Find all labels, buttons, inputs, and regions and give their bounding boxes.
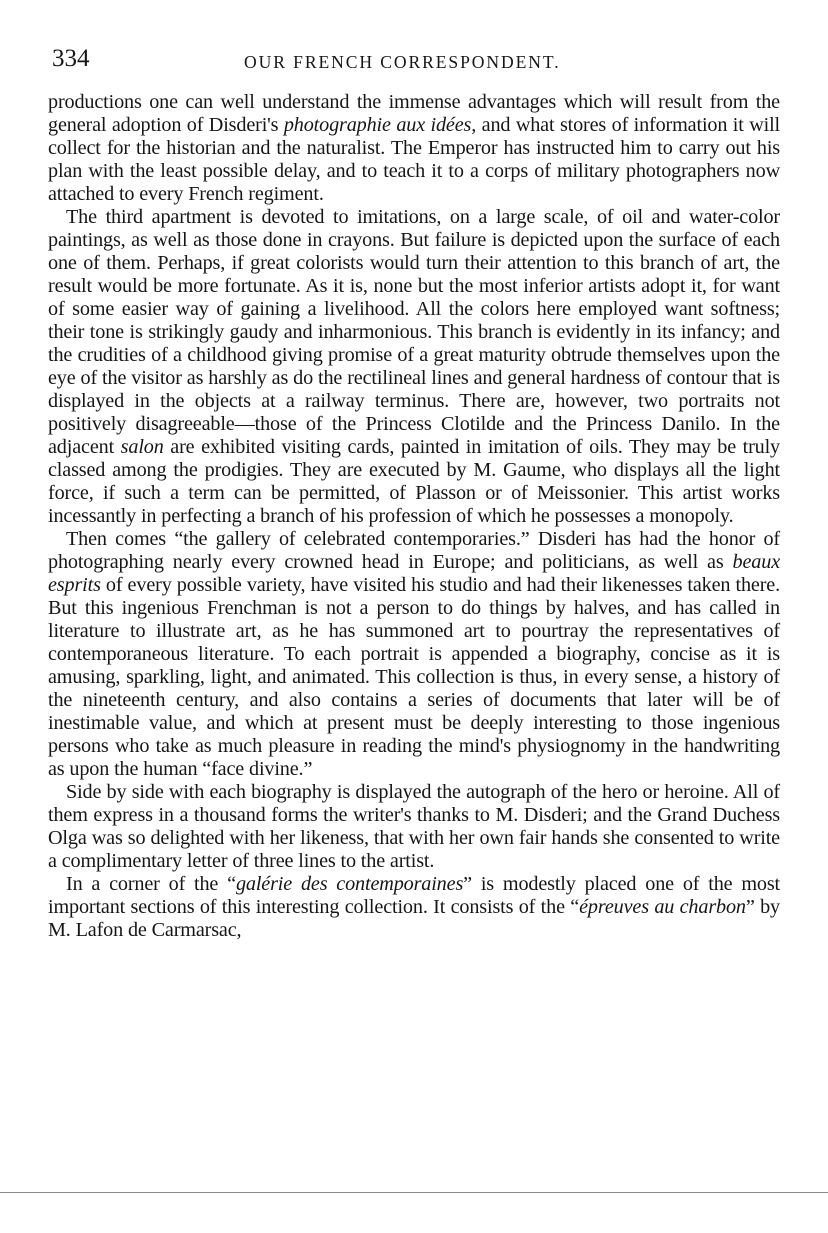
body-text <box>48 91 780 942</box>
text-run: of every possible variety, have visited his studio and had their likenesses taken there. But this ingenious Frenchman is not a person to do things by halves, and has called in literature to illustrate art, as he has summoned art to pourtray the representatives of contemporaneous literature. To each portrait is appended a biography, concise as it is amusing, sparkling, light, and animated. This collection is thus, in every sense, a history of the nineteenth century, and also contains a series of documents that later will be of inestimable value, and which at present must be deeply interesting to those ingenious persons who take as much pleasure in reading the mind's physiognomy in the handwriting as upon the human “face divine.” <box>48 574 780 780</box>
paragraph-5 <box>48 873 780 942</box>
italic-phrase: beaux esprits <box>48 551 780 596</box>
paragraph-3 <box>48 528 780 781</box>
text-run: and what stores of information it will collect for the historian and the naturalist. The Emperor has instructed him to carry out his plan with the least possible delay, and to teach it to a corps of military photographers now attached to every French regiment. <box>48 114 780 205</box>
running-title: OUR FRENCH CORRESPONDENT. <box>244 52 561 72</box>
text-run: Side by side with each biography is displayed the autograph of the hero or heroine. All of them express in a thousand forms the writer's thanks to M. Disderi; and the Grand Duchess Olga was so delighted with her likeness, that with her own fair hands she consented to write a complimentary letter of three lines to the artist. <box>48 781 780 872</box>
text-run: productions one can well understand the immense advantages which will result from the general adoption of Disderi's <box>48 91 780 136</box>
italic-phrase: salon <box>120 436 164 458</box>
paragraph-4 <box>48 781 780 873</box>
italic-phrase: photographie aux idées, <box>283 114 477 136</box>
page-number: 334 <box>52 45 90 72</box>
page-bottom-rule <box>0 1192 828 1193</box>
paragraph-2 <box>48 206 780 528</box>
italic-phrase: galérie des contemporaines <box>235 873 464 895</box>
text-run: are exhibited visiting cards, painted in imitation of oils. They may be truly classed among the prodigies. They are executed by M. Gaume, who displays all the light force, if such a term can be permitted, of Plasson or of Meissonier. This artist works incessantly in perfecting a branch of his profession of which he possesses a monopoly. <box>48 436 780 527</box>
page <box>48 44 780 942</box>
text-run: In a corner of the “ <box>66 873 236 895</box>
text-run: The third apartment is devoted to imitations, on a large scale, of oil and water-color paintings, as well as those done in crayons. But failure is depicted upon the surface of each one of them. Perhaps, if great colorists would turn their attention to this branch of art, the result would be more fortunate. As it is, none but the most inferior artists adopt it, for want of some easier way of gaining a livelihood. All the colors here employed want softness; their tone is strikingly gaudy and inharmonious. This branch is evidently in its infancy; and the crudities of a childhood giving promise of a great maturity obtrude themselves upon the eye of the visitor as harshly as do the rectilineal lines and general hardness of contour that is displayed in the objects at a railway terminus. There are, however, two portraits not positively disagreeable—those of the Princess Clotilde and the Princess Danilo. In the adjacent <box>48 206 780 458</box>
text-run: Then comes “the gallery of celebrated contemporaries.” Disderi has had the honor of photographing nearly every crowned head in Europe; and politicians, as well as <box>48 528 780 573</box>
italic-phrase: épreuves au charbon <box>579 896 746 918</box>
running-header <box>48 44 780 80</box>
text-run: ” is modestly placed one of the most important sections of this interesting collection. It consists of the “ <box>48 873 780 918</box>
paragraph-1 <box>48 91 780 206</box>
text-run: ” by M. Lafon de Carmarsac, <box>48 896 780 941</box>
